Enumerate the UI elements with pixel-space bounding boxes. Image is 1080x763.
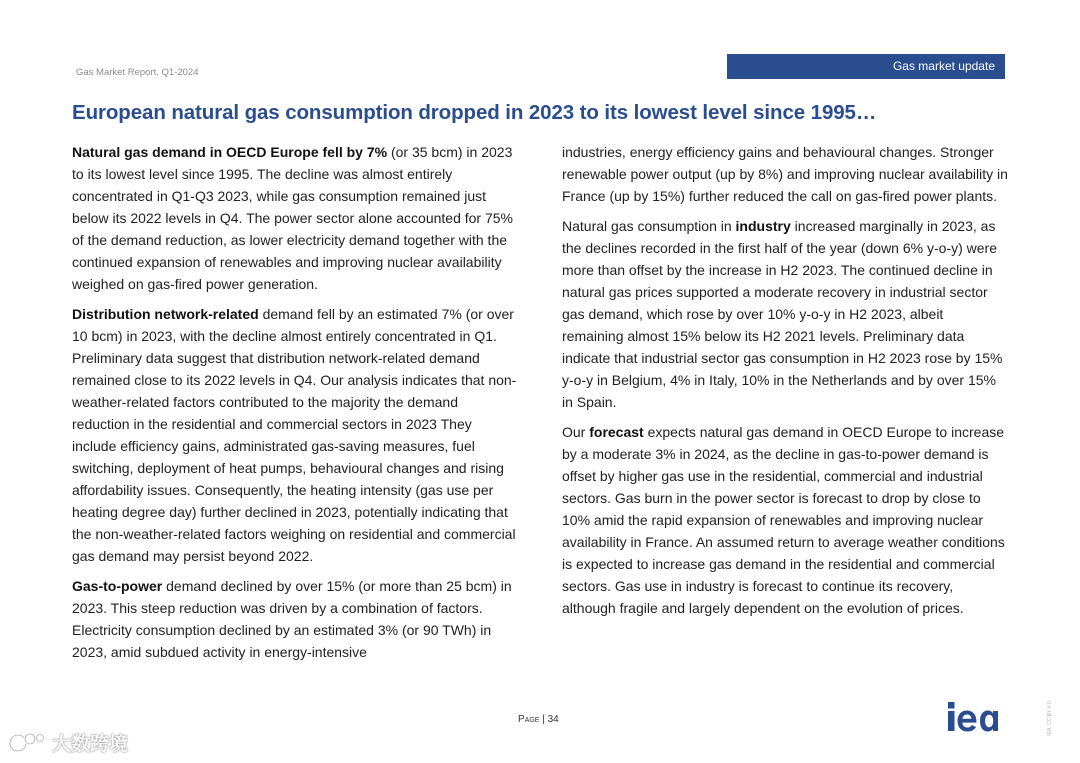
paragraph-lead: Gas-to-power: [72, 578, 163, 594]
page-title: European natural gas consumption dropped in 2023 to its lowest level since 1995…: [72, 101, 877, 124]
paragraph-lead: forecast: [589, 424, 644, 440]
paragraph-lead: Distribution network-related: [72, 306, 259, 322]
paragraph-distribution: [72, 303, 518, 567]
paragraph-body: (or 35 bcm) in 2023 to its lowest level since 1995. The decline was almost entirely concentrated in Q1-Q3 2023, while gas consumption remained just below its 2022 levels in Q4. The power sector alone accounted for 75% of the demand reduction, as lower electricity demand together with the continued expansion of renewables and improving nuclear availability weighed on gas-fired power generation.: [72, 144, 513, 292]
paragraph-industry: [562, 215, 1008, 413]
page-label: Page: [518, 714, 540, 725]
paragraph-pre: Our: [562, 424, 590, 440]
paragraph-lead: Natural gas demand in OECD Europe fell by 7%: [72, 144, 388, 160]
watermark-text: 大数跨境: [52, 733, 129, 755]
left-column: [72, 141, 518, 671]
paragraph-body: industries, energy efficiency gains and behavioural changes. Stronger renewable power output (up by 8%) and improving nuclear availability in France (up by 15%) further reduced the call on gas-fired power plants.: [562, 144, 1008, 204]
paragraph-pre: Natural gas consumption in: [562, 218, 736, 234]
paragraph-body: expects natural gas demand in OECD Europe to increase by a moderate 3% in 2024, as the decline in gas-to-power demand is offset by higher gas use in the residential, commercial and industrial sectors. Gas burn in the power sector is forecast to drop by close to 10% amid the rapid expansion of renewables and improving nuclear availability in France. An assumed return to average weather conditions is expected to increase gas demand in the residential and commercial sectors. Gas use in industry is forecast to continue its recovery, although fragile and largely dependent on the evolution of prices.: [562, 424, 1005, 616]
watermark-logo-icon: [8, 729, 48, 755]
paragraph-body: demand declined by over 15% (or more than 25 bcm) in 2023. This steep reduction was driven by a combination of factors. Electricity consumption declined by an estimated 3% (or 90 TWh) in 2023, amid subdued activity in energy-intensive: [72, 578, 512, 660]
report-label: Gas Market Report, Q1-2024: [76, 67, 199, 78]
page-number-value: 34: [547, 714, 559, 725]
paragraph-lead: industry: [735, 218, 791, 234]
right-column: [562, 141, 1008, 627]
paragraph-gas-to-power-cont: [562, 141, 1008, 207]
paragraph-gas-to-power: [72, 575, 518, 663]
section-tag: Gas market update: [727, 54, 1005, 79]
paragraph-body: increased marginally in 2023, as the declines recorded in the first half of the year (down 6% y-o-y) were more than offset by the increase in H2 2023. The continued decline in natural gas prices supported a moderate recovery in industrial sector gas demand, which rose by over 10% y-o-y in H2 2023, albeit remaining almost 15% below its H2 2021 levels. Preliminary data indicate that industrial sector gas consumption in H2 2023 rose by 15% y-o-y in Belgium, 4% in Italy, 10% in the Netherlands and by over 15% in Spain.: [562, 218, 1003, 410]
license-text: IEA. CC BY 4.0.: [1047, 700, 1053, 736]
page-separator: |: [539, 714, 548, 725]
paragraph-body: demand fell by an estimated 7% (or over 10 bcm) in 2023, with the decline almost entirely concentrated in Q1. Preliminary data suggest that distribution network-related demand remained close to its 2022 levels in Q4. Our analysis indicates that non-weather-related factors contributed to the majority the demand reduction in the residential and commercial sectors in 2023 They include efficiency gains, administrated gas-saving measures, fuel switching, deployment of heat pumps, behavioural changes and rising affordability issues. Consequently, the heating intensity (gas use per heating degree day) further declined in 2023, potentially indicating that the non-weather-related factors weighing on residential and commercial gas demand may persist beyond 2022.: [72, 306, 517, 564]
watermark: [8, 726, 128, 758]
paragraph-demand-overview: [72, 141, 518, 295]
page-number: [518, 714, 559, 725]
iea-logo-icon: [947, 699, 1007, 733]
paragraph-forecast: [562, 421, 1008, 619]
